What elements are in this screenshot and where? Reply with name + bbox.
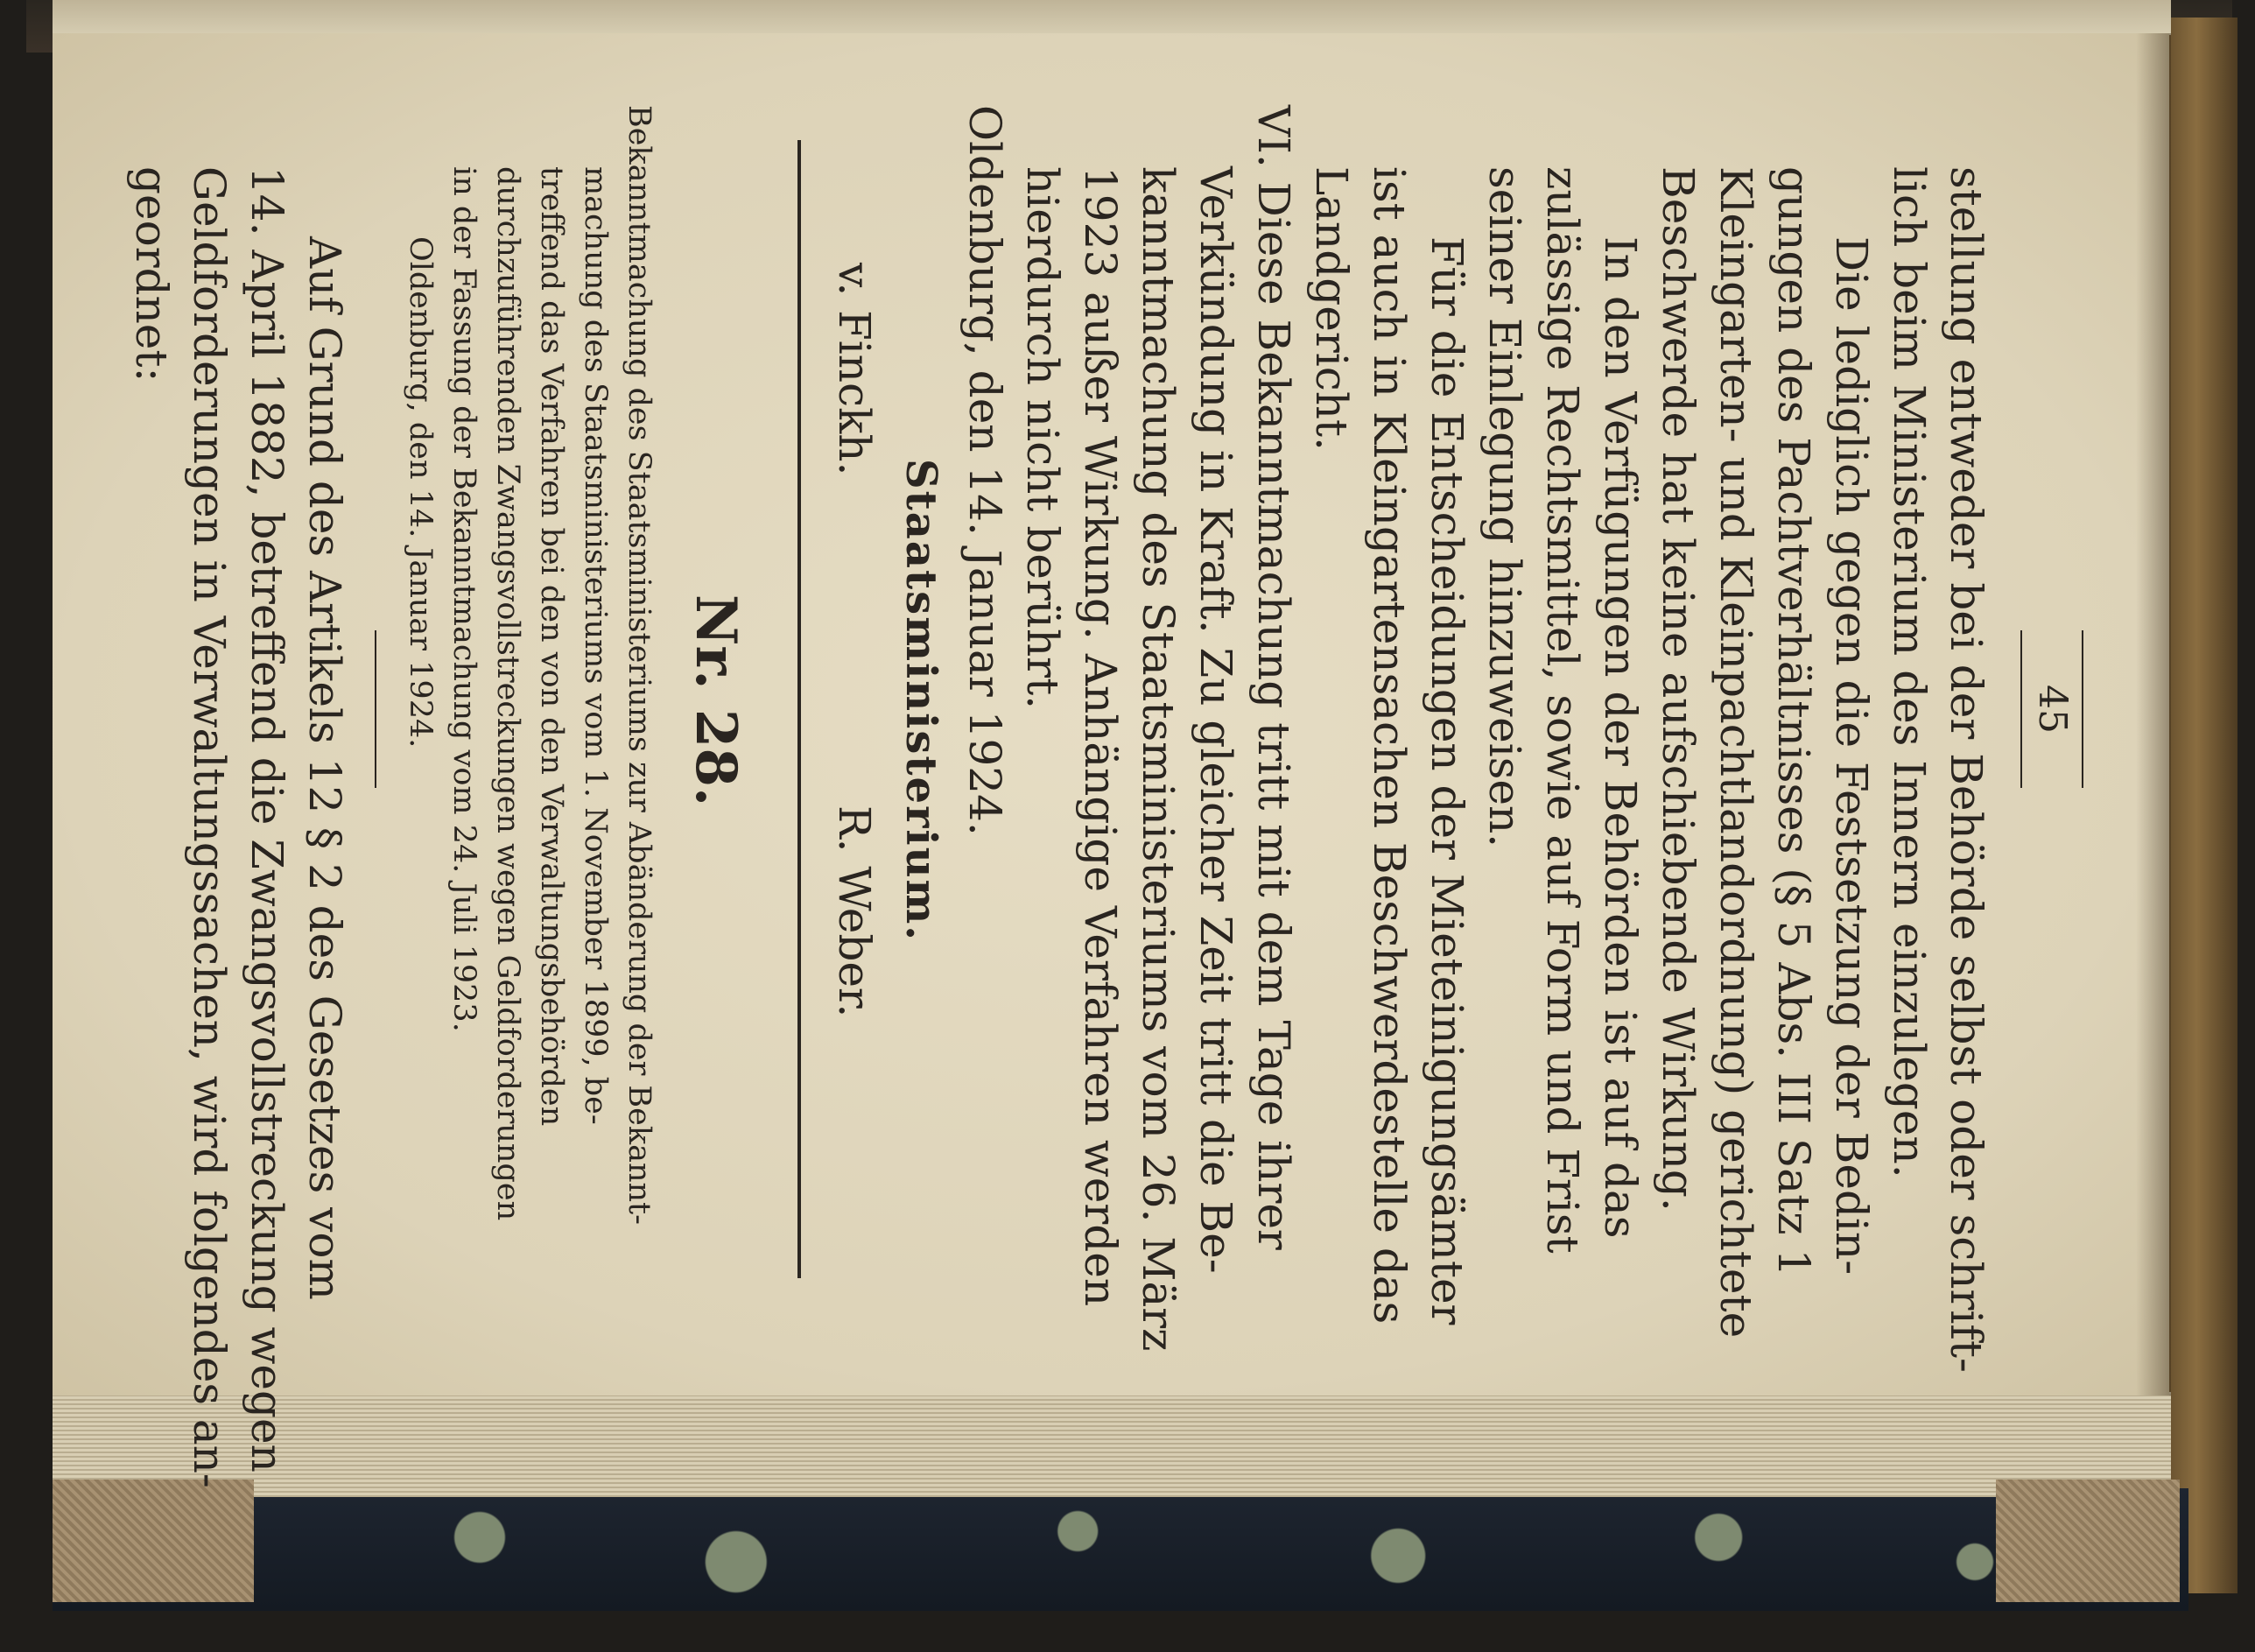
folio-rule-top bbox=[2082, 630, 2083, 788]
summary-line: machung des Staatsministeriums vom 1. November 1899, be- bbox=[578, 166, 613, 1125]
text-line: In den Verfügungen der Behörden ist auf das bbox=[1595, 236, 1646, 1239]
section-heading: Nr. 28. bbox=[683, 594, 748, 807]
text-line: Verkündung in Kraft. Zu gleicher Zeit tritt die Be- bbox=[1191, 166, 1241, 1274]
section-divider bbox=[797, 140, 801, 1278]
text-line: Auf Grund des Artikels 12 § 2 des Gesetzes vom bbox=[299, 236, 350, 1300]
rotated-text-block bbox=[123, 105, 2101, 1488]
summary-date: Oldenburg, den 14. Januar 1924. bbox=[403, 236, 438, 749]
summary-line: durchzuführenden Zwangsvollstreckungen wegen Geldforderungen bbox=[490, 166, 525, 1221]
text-line: ist auch in Kleingartensachen Beschwerdestelle das bbox=[1364, 166, 1415, 1325]
marbled-cover bbox=[53, 1488, 2188, 1611]
page-number: 45 bbox=[2030, 685, 2075, 734]
text-line: kanntmachung des Staatsministeriums vom 26. März bbox=[1133, 166, 1184, 1352]
previous-page-edge bbox=[53, 0, 2171, 35]
signature-title: Staatsministerium. bbox=[896, 458, 945, 943]
signature-right: R. Weber. bbox=[829, 805, 880, 1018]
summary-line: treffend das Verfahren bei den von den Verwaltungsbehörden bbox=[534, 166, 569, 1127]
summary-line: Bekanntmachung des Staatsministeriums zur Abänderung der Bekannt- bbox=[622, 105, 657, 1225]
text-line: VI. Diese Bekanntmachung tritt mit dem Tage ihrer bbox=[1248, 105, 1299, 1250]
text-line: Für die Entscheidungen der Mieteinigungsämter bbox=[1422, 236, 1472, 1325]
cover-corner-left bbox=[53, 1480, 254, 1602]
text-line: Kleingarten- und Kleinpachtlandordnung) gerichtete bbox=[1711, 166, 1761, 1339]
text-line: 14. April 1882, betreffend die Zwangsvollstreckung wegen bbox=[242, 166, 292, 1473]
text-line: Die lediglich gegen die Festsetzung der Bedin- bbox=[1826, 236, 1877, 1276]
book-cover-edge bbox=[2169, 18, 2237, 1593]
text-line: 1923 außer Wirkung. Anhängige Verfahren werden bbox=[1075, 166, 1126, 1307]
text-line: stellung entweder bei der Behörde selbst oder schrift- bbox=[1941, 166, 1992, 1373]
date-line: Oldenburg, den 14. Januar 1924. bbox=[959, 105, 1010, 836]
text-line: lich beim Ministerium des Innern einzulegen. bbox=[1884, 166, 1935, 1178]
spine-shadow bbox=[2136, 33, 2171, 1395]
text-line: gungen des Pachtverhältnisses (§ 5 Abs. III Satz 1 bbox=[1768, 166, 1819, 1277]
folio-rule-bottom bbox=[2020, 630, 2022, 788]
summary-rule bbox=[375, 630, 376, 788]
text-line: Landgericht. bbox=[1306, 166, 1357, 451]
text-line: Beschwerde hat keine aufschiebende Wirkung. bbox=[1653, 166, 1704, 1212]
text-line: seiner Einlegung hinzuweisen. bbox=[1479, 166, 1530, 848]
text-line: Geldforderungen in Verwaltungssachen, wird folgendes an- bbox=[184, 166, 235, 1488]
text-line: zulässige Rechtsmittel, sowie auf Form und Frist bbox=[1537, 166, 1588, 1254]
page-stack bbox=[53, 1392, 2171, 1497]
text-line: hierdurch nicht berührt. bbox=[1017, 166, 1068, 710]
cover-corner-right bbox=[1996, 1480, 2180, 1602]
text-line: geordnet: bbox=[126, 166, 177, 383]
signature-left: v. Finckh. bbox=[829, 263, 880, 476]
summary-line: in der Fassung der Bekanntmachung vom 24. Juli 1923. bbox=[446, 166, 481, 1032]
